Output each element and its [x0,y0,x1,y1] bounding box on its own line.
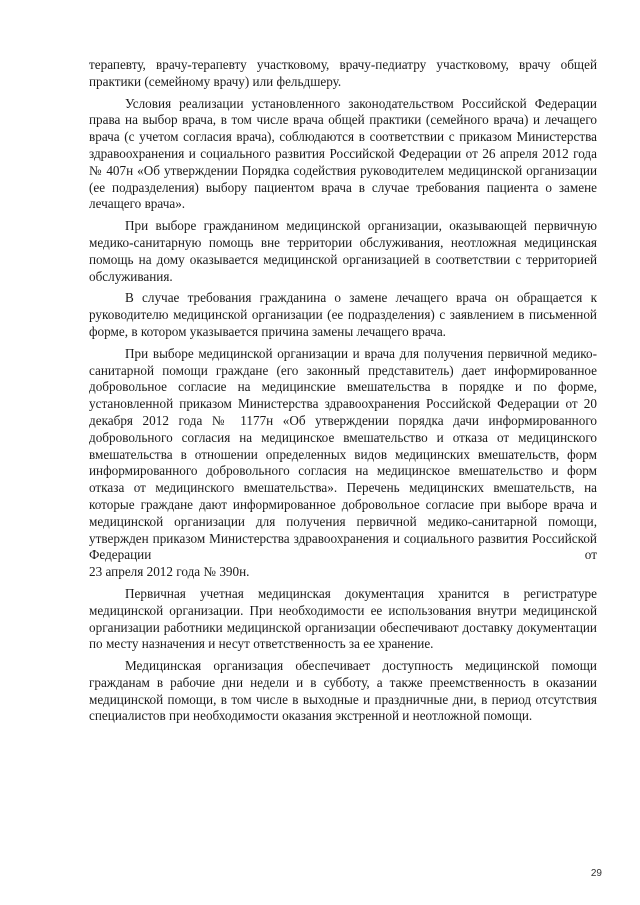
paragraph-documentation: Первичная учетная медицинская документация хранится в регистратуре медицинской организации. При необходимости ее использования внутри медицинской организации работники медицинской организации обеспечивают доставку документации по месту назначения и несут ответственность за ее хранение. [89,585,597,652]
paragraph-order-date: 23 апреля 2012 года № 390н. [89,564,250,580]
paragraph-informed-consent: При выборе медицинской организации и врача для получения первичной медико-санитарной помощи граждане (его законный представитель) дает информированное добровольное согласие на медицинские вмешательства в порядке и по форме, установленной приказом Министерства здравоохранения Российской Федерации от 20 декабря 2012 года № 1177н «Об утверждении порядка дачи информированного добровольного согласия на медицинское вмешательство и отказа от медицинского вмешательства в отношении определенных видов медицинских вмешательств, форм информированного добровольного согласия на медицинское вмешательство и форм отказа от медицинского вмешательства». Перечень медицинских вмешательств, на которые граждане дают информированное добровольное согласие при выборе врача и медицинской организации для получения первичной медико-санитарной помощи, утвержден приказом Министерства здравоохранения и социального развития Российской Федерации от [89,345,597,563]
document-body [89,57,597,730]
paragraph-availability: Медицинская организация обеспечивает доступность медицинской помощи гражданам в рабочие дни недели и в субботу, а также преемственность в оказании медицинской помощи, в том числе в выходные и праздничные дни, в период отсутствия специалистов при необходимости оказания экстренной и неотложной помощи. [89,658,597,724]
paragraph-choice-of-doctor: Условия реализации установленного законодательством Российской Федерации права на выбор врача, в том числе врача общей практики (семейного врача) и лечащего врача (с учетом согласия врача), соблюдаются в соответствии с приказом Министерства здравоохранения и социального развития Российской Федерации от 26 апреля 2012 года № 407н «Об утверждении Порядка содействия руководителем медицинской организации (ее подразделения) выбору пациентом врача в случае требования пациента о замене лечащего врача». [89,95,597,212]
page-number: 29 [590,868,602,879]
paragraph-continuation: терапевту, врачу-терапевту участковому, врачу-педиатру участковому, врачу общей практики (семейному врачу) или фельдшеру. [89,57,597,89]
paragraph-doctor-replacement: В случае требования гражданина о замене лечащего врача он обращается к руководителю медицинской организации (ее подразделения) с заявлением в письменной форме, в котором указывается причина замены лечащего врача. [89,290,597,339]
paragraph-emergency-care: При выборе гражданином медицинской организации, оказывающей первичную медико-санитарную помощь вне территории обслуживания, неотложная медицинская помощь на дому оказывается медицинской организацией в соответствии с территорией обслуживания. [89,218,597,284]
